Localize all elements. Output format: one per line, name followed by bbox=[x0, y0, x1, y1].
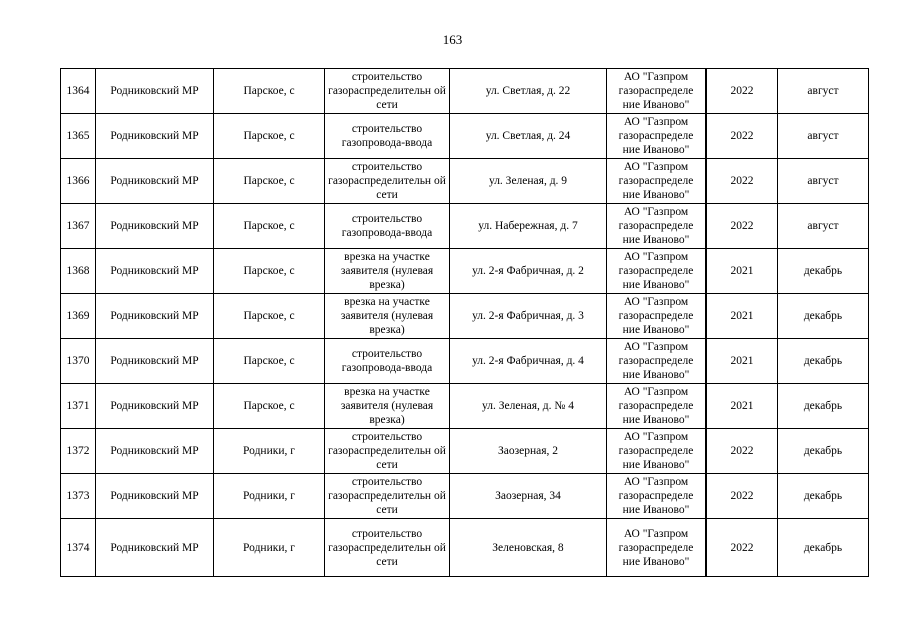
year-cell: 2022 bbox=[706, 114, 778, 159]
district-cell: Родниковский МР bbox=[96, 249, 214, 294]
row-number-cell: 1368 bbox=[61, 249, 96, 294]
row-number-cell: 1367 bbox=[61, 204, 96, 249]
year-cell: 2021 bbox=[706, 339, 778, 384]
row-number-cell: 1366 bbox=[61, 159, 96, 204]
organization-cell: АО "Газпром газораспределе ние Иваново" bbox=[607, 159, 707, 204]
address-cell: ул. 2-я Фабричная, д. 4 bbox=[450, 339, 607, 384]
work-type-cell: строительство газораспределительн ой сети bbox=[325, 159, 450, 204]
work-type-cell: строительство газопровода-ввода bbox=[325, 114, 450, 159]
district-cell: Родниковский МР bbox=[96, 204, 214, 249]
locality-cell: Парское, с bbox=[214, 249, 325, 294]
year-cell: 2022 bbox=[706, 69, 778, 114]
district-cell: Родниковский МР bbox=[96, 519, 214, 577]
table-row bbox=[61, 159, 869, 204]
address-cell: ул. 2-я Фабричная, д. 3 bbox=[450, 294, 607, 339]
locality-cell: Парское, с bbox=[214, 384, 325, 429]
year-cell: 2022 bbox=[706, 519, 778, 577]
district-cell: Родниковский МР bbox=[96, 384, 214, 429]
organization-cell: АО "Газпром газораспределе ние Иваново" bbox=[607, 69, 707, 114]
work-type-cell: врезка на участке заявителя (нулевая врезка) bbox=[325, 294, 450, 339]
table-row bbox=[61, 114, 869, 159]
district-cell: Родниковский МР bbox=[96, 294, 214, 339]
district-cell: Родниковский МР bbox=[96, 429, 214, 474]
organization-cell: АО "Газпром газораспределе ние Иваново" bbox=[607, 114, 707, 159]
organization-cell: АО "Газпром газораспределе ние Иваново" bbox=[607, 204, 707, 249]
row-number-cell: 1364 bbox=[61, 69, 96, 114]
table-row bbox=[61, 294, 869, 339]
year-cell: 2021 bbox=[706, 384, 778, 429]
table-row bbox=[61, 429, 869, 474]
month-cell: август bbox=[778, 114, 869, 159]
row-number-cell: 1370 bbox=[61, 339, 96, 384]
locality-cell: Парское, с bbox=[214, 69, 325, 114]
address-cell: ул. Набережная, д. 7 bbox=[450, 204, 607, 249]
month-cell: декабрь bbox=[778, 429, 869, 474]
address-cell: ул. Светлая, д. 24 bbox=[450, 114, 607, 159]
gas-connection-table bbox=[60, 68, 869, 577]
organization-cell: АО "Газпром газораспределе ние Иваново" bbox=[607, 249, 707, 294]
address-cell: ул. Светлая, д. 22 bbox=[450, 69, 607, 114]
month-cell: август bbox=[778, 69, 869, 114]
month-cell: декабрь bbox=[778, 474, 869, 519]
district-cell: Родниковский МР bbox=[96, 159, 214, 204]
work-type-cell: строительство газопровода-ввода bbox=[325, 339, 450, 384]
address-cell: Зеленовская, 8 bbox=[450, 519, 607, 577]
work-type-cell: врезка на участке заявителя (нулевая врезка) bbox=[325, 384, 450, 429]
locality-cell: Родники, г bbox=[214, 474, 325, 519]
row-number-cell: 1373 bbox=[61, 474, 96, 519]
table-row bbox=[61, 249, 869, 294]
row-number-cell: 1369 bbox=[61, 294, 96, 339]
table-row bbox=[61, 339, 869, 384]
row-number-cell: 1372 bbox=[61, 429, 96, 474]
organization-cell: АО "Газпром газораспределе ние Иваново" bbox=[607, 519, 707, 577]
district-cell: Родниковский МР bbox=[96, 114, 214, 159]
district-cell: Родниковский МР bbox=[96, 339, 214, 384]
locality-cell: Родники, г bbox=[214, 429, 325, 474]
month-cell: август bbox=[778, 159, 869, 204]
locality-cell: Парское, с bbox=[214, 159, 325, 204]
table-row bbox=[61, 474, 869, 519]
table-row bbox=[61, 69, 869, 114]
locality-cell: Парское, с bbox=[214, 114, 325, 159]
organization-cell: АО "Газпром газораспределе ние Иваново" bbox=[607, 474, 707, 519]
locality-cell: Парское, с bbox=[214, 294, 325, 339]
work-type-cell: строительство газораспределительн ой сети bbox=[325, 519, 450, 577]
month-cell: декабрь bbox=[778, 294, 869, 339]
table-row bbox=[61, 204, 869, 249]
row-number-cell: 1365 bbox=[61, 114, 96, 159]
district-cell: Родниковский МР bbox=[96, 474, 214, 519]
year-cell: 2022 bbox=[706, 429, 778, 474]
address-cell: Заозерная, 2 bbox=[450, 429, 607, 474]
year-cell: 2022 bbox=[706, 159, 778, 204]
year-cell: 2022 bbox=[706, 474, 778, 519]
work-type-cell: строительство газораспределительн ой сети bbox=[325, 69, 450, 114]
row-number-cell: 1374 bbox=[61, 519, 96, 577]
organization-cell: АО "Газпром газораспределе ние Иваново" bbox=[607, 429, 707, 474]
month-cell: август bbox=[778, 204, 869, 249]
page-number: 163 bbox=[442, 32, 463, 47]
work-type-cell: строительство газораспределительн ой сети bbox=[325, 474, 450, 519]
month-cell: декабрь bbox=[778, 339, 869, 384]
locality-cell: Родники, г bbox=[214, 519, 325, 577]
month-cell: декабрь bbox=[778, 519, 869, 577]
year-cell: 2021 bbox=[706, 249, 778, 294]
work-type-cell: врезка на участке заявителя (нулевая врезка) bbox=[325, 249, 450, 294]
month-cell: декабрь bbox=[778, 384, 869, 429]
organization-cell: АО "Газпром газораспределе ние Иваново" bbox=[607, 339, 707, 384]
address-cell: ул. 2-я Фабричная, д. 2 bbox=[450, 249, 607, 294]
year-cell: 2021 bbox=[706, 294, 778, 339]
work-type-cell: строительство газопровода-ввода bbox=[325, 204, 450, 249]
locality-cell: Парское, с bbox=[214, 339, 325, 384]
month-cell: декабрь bbox=[778, 249, 869, 294]
organization-cell: АО "Газпром газораспределе ние Иваново" bbox=[607, 384, 707, 429]
work-type-cell: строительство газораспределительн ой сети bbox=[325, 429, 450, 474]
table-body bbox=[61, 69, 869, 577]
locality-cell: Парское, с bbox=[214, 204, 325, 249]
year-cell: 2022 bbox=[706, 204, 778, 249]
address-cell: Заозерная, 34 bbox=[450, 474, 607, 519]
district-cell: Родниковский МР bbox=[96, 69, 214, 114]
table-row bbox=[61, 519, 869, 577]
address-cell: ул. Зеленая, д. № 4 bbox=[450, 384, 607, 429]
address-cell: ул. Зеленая, д. 9 bbox=[450, 159, 607, 204]
organization-cell: АО "Газпром газораспределе ние Иваново" bbox=[607, 294, 707, 339]
row-number-cell: 1371 bbox=[61, 384, 96, 429]
table-row bbox=[61, 384, 869, 429]
